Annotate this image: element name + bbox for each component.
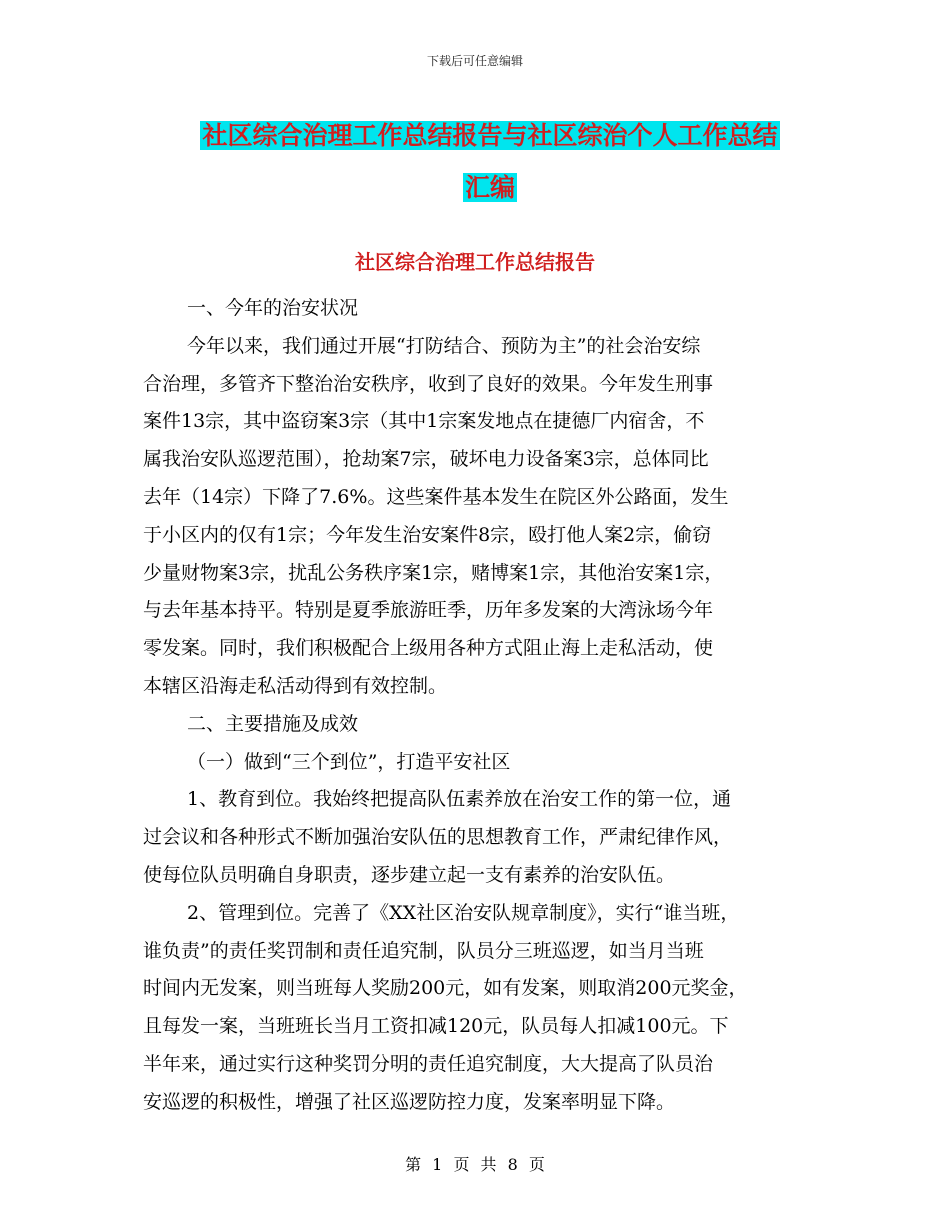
paragraph-line: 时间内无发案，则当班每人奖励200元，如有发案，则取消200元奖金， xyxy=(143,977,748,1000)
header-note: 下载后可任意编辑 xyxy=(426,54,523,68)
paragraph-line: 合治理，多管齐下整治治安秩序，收到了良好的效果。今年发生刑事 xyxy=(143,372,714,395)
paragraph-line: 1、教育到位。我始终把提高队伍素养放在治安工作的第一位，通 xyxy=(187,788,732,811)
subheading-three-in-place: （一）做到“三个到位”，打造平安社区 xyxy=(187,750,511,773)
body-text xyxy=(143,290,813,1122)
paragraph-line: 且每发一案，当班班长当月工资扣减120元，队员每人扣减100元。下 xyxy=(143,1015,729,1038)
document-title-line-2: 汇编 xyxy=(464,173,515,202)
paragraph-line: 今年以来，我们通过开展“打防结合、预防为主”的社会治安综 xyxy=(187,334,701,357)
document-title-line-1: 社区综合治理工作总结报告与社区综治个人工作总结 xyxy=(202,121,778,150)
paragraph-line: 去年（14宗）下降了7.6%。这些案件基本发生在院区外公路面，发生 xyxy=(143,485,729,508)
paragraph-line: 属我治安队巡逻范围），抢劫案7宗，破坏电力设备案3宗，总体同比 xyxy=(143,448,709,471)
paragraph-line: 案件13宗，其中盗窃案3宗（其中1宗案发地点在捷德厂内宿舍，不 xyxy=(143,410,705,433)
paragraph-line: 与去年基本持平。特别是夏季旅游旺季，历年多发案的大湾泳场今年 xyxy=(143,599,714,622)
paragraph-line: 少量财物案3宗，扰乱公务秩序案1宗，赌博案1宗，其他治安案1宗， xyxy=(143,561,724,584)
section-title: 社区综合治理工作总结报告 xyxy=(355,250,595,274)
page-number: 第 1 页 共 8 页 xyxy=(405,1155,545,1174)
paragraph-line: 2、管理到位。完善了《XX社区治安队规章制度》，实行“谁当班， xyxy=(187,901,740,924)
paragraph-line: 使每位队员明确自身职责，逐步建立起一支有素养的治安队伍。 xyxy=(143,863,676,886)
paragraph-line: 半年来，通过实行这种奖罚分明的责任追究制度，大大提高了队员治 xyxy=(143,1052,714,1075)
paragraph-line: 过会议和各种形式不断加强治安队伍的思想教育工作，严肃纪律作风， xyxy=(143,826,733,849)
paragraph-line: 零发案。同时，我们积极配合上级用各种方式阻止海上走私活动，使 xyxy=(143,637,714,660)
paragraph-line: 于小区内的仅有1宗；今年发生治安案件8宗，殴打他人案2宗，偷窃 xyxy=(143,523,712,546)
paragraph-line: 谁负责”的责任奖罚制和责任追究制，队员分三班巡逻，如当月当班 xyxy=(143,939,704,962)
heading-main-measures: 二、主要措施及成效 xyxy=(187,712,359,735)
heading-security-status: 一、今年的治安状况 xyxy=(187,297,359,319)
paragraph-line: 本辖区沿海走私活动得到有效控制。 xyxy=(143,674,448,697)
document-title xyxy=(90,110,890,214)
paragraph-line: 安巡逻的积极性，增强了社区巡逻防控力度，发案率明显下降。 xyxy=(143,1090,676,1113)
